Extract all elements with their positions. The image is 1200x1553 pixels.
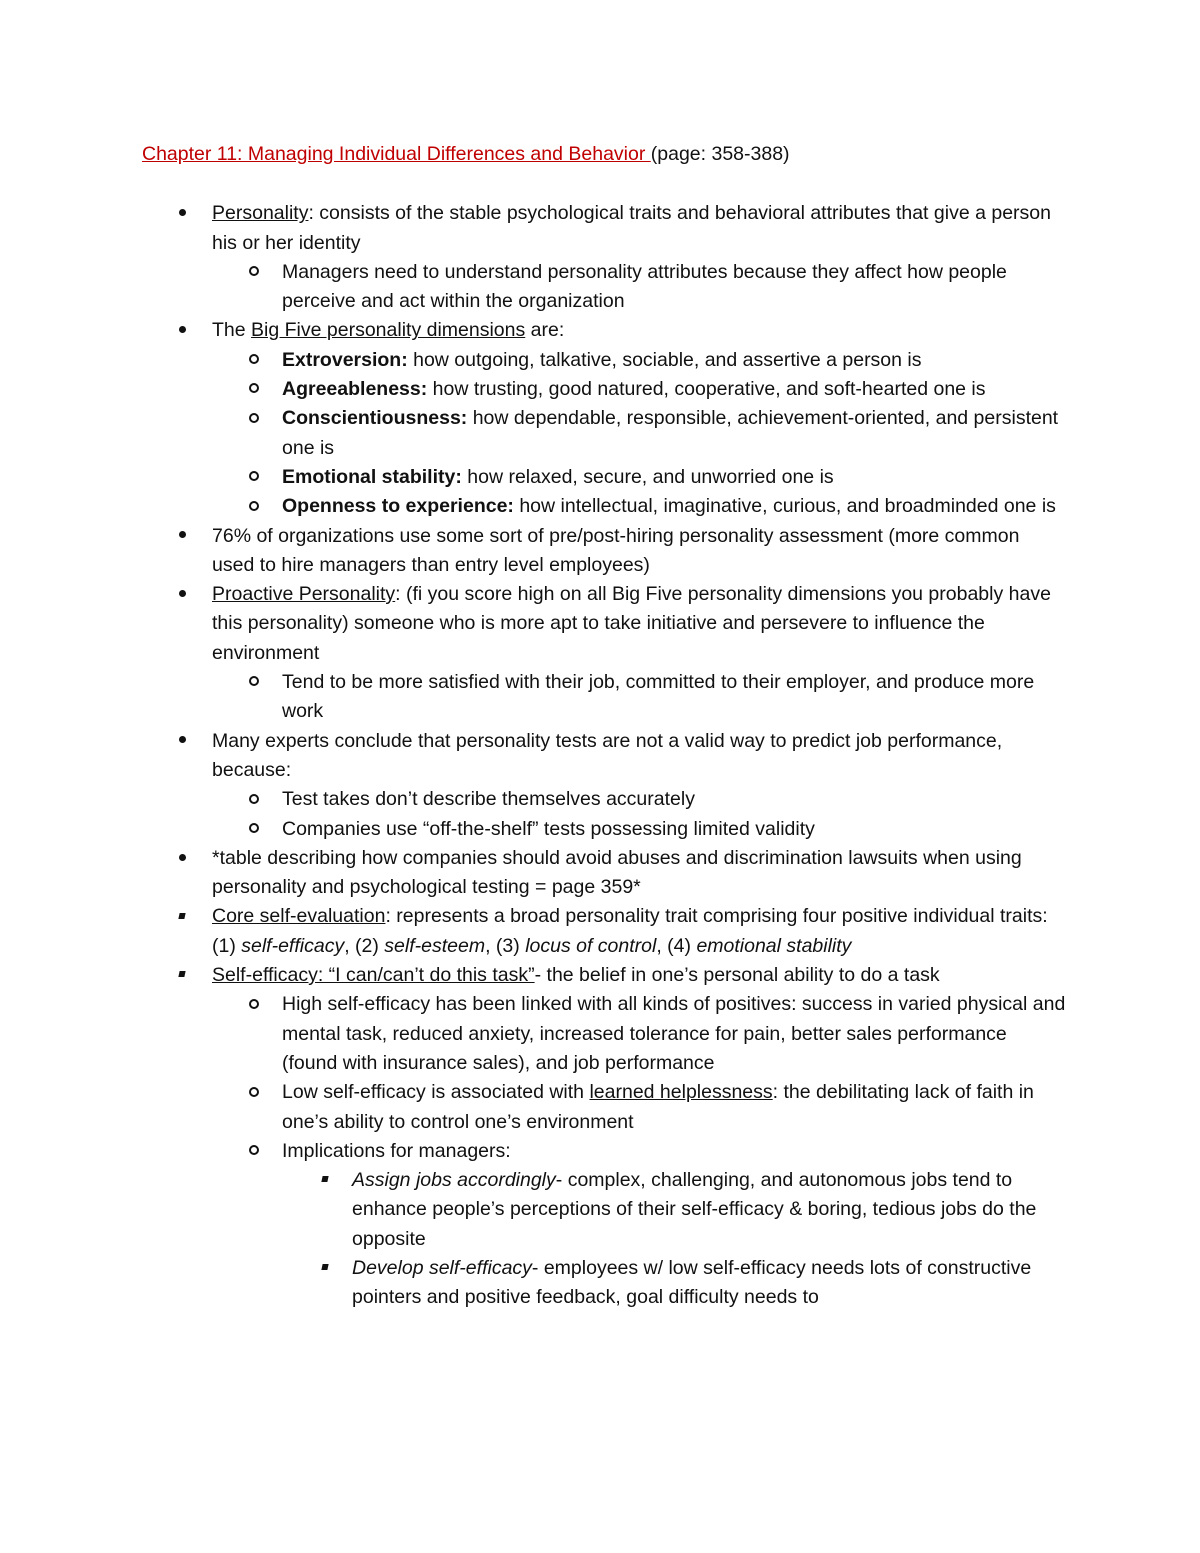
chapter-title: Chapter 11: Managing Individual Differences and Behavior [142, 143, 651, 165]
dimension-term: Agreeableness: [282, 378, 428, 401]
bullet-dot-icon [172, 522, 192, 551]
list-item [142, 580, 1067, 726]
dimension-term: Conscientiousness: [282, 407, 468, 430]
bullet-square-icon [315, 1254, 335, 1283]
dimension-text: how trusting, good natured, cooperative, and soft-hearted one is [427, 378, 986, 401]
dimension-term: Openness to experience: [282, 495, 514, 518]
item-text: 76% of organizations use some sort of pre/post-hiring personality assessment (more common used to hire managers than entry level employees) [212, 524, 1020, 576]
list-item [142, 961, 1067, 1313]
list-item [142, 902, 1067, 961]
implication-term: Assign jobs accordingly [352, 1169, 556, 1192]
sub-list-item [212, 815, 1067, 844]
sub-item-text: Tend to be more satisfied with their job, committed to their employer, and produce more work [282, 671, 1035, 723]
dimension-term: Emotional stability: [282, 465, 462, 488]
sub-sub-list-item [282, 1166, 1067, 1254]
trait-locus-of-control: locus of control [525, 934, 657, 957]
list-item [142, 316, 1067, 521]
page-range: (page: 358-388) [650, 143, 790, 165]
sub-list [212, 990, 1067, 1312]
bullet-ring-icon [244, 668, 264, 697]
definition: : (fi you score high on all Big Five personality dimensions you probably have this personality) someone who is more apt to take initiative and persevere to influence the environment [212, 583, 1051, 664]
implication-term: Develop self-efficacy [352, 1256, 532, 1279]
sub-list [212, 668, 1067, 727]
bullet-ring-icon [244, 404, 264, 433]
sub-list-item [212, 375, 1067, 404]
term-learned-helplessness: learned helplessness [589, 1081, 773, 1104]
bullet-square-icon [315, 1166, 335, 1195]
sub-item-text: Implications for managers: [282, 1139, 511, 1162]
sub-list [212, 346, 1067, 522]
dimension-text: how intellectual, imaginative, curious, and broadminded one is [513, 495, 1056, 518]
sub-list-item [212, 668, 1067, 727]
bullet-ring-icon [244, 258, 264, 287]
sub-item-text: : the debilitating lack of faith in one’s ability to control one’s environment [282, 1081, 1034, 1133]
list-item [142, 727, 1067, 844]
dimension-text: how dependable, responsible, achievement-oriented, and persistent one is [282, 407, 1059, 459]
bullet-ring-icon [244, 463, 264, 492]
separator: , (2) [344, 934, 385, 957]
bullet-dot-icon [172, 844, 192, 873]
bullet-ring-icon [244, 1078, 264, 1107]
list-item [142, 844, 1067, 903]
term: Big Five personality dimensions [251, 319, 526, 342]
bullet-ring-icon [244, 375, 264, 404]
bullet-square-icon [172, 961, 192, 990]
sub-item-text: Test takes don’t describe themselves accurately [282, 788, 695, 811]
sub-item-text: Managers need to understand personality attributes because they affect how people perceive and act within the organization [282, 260, 1007, 313]
definition: - the belief in one’s personal ability to do a task [534, 964, 940, 987]
dimension-term: Extroversion: [282, 348, 408, 371]
separator: , (3) [485, 934, 526, 957]
bullet-ring-icon [244, 785, 264, 814]
definition: : consists of the stable psychological traits and behavioral attributes that give a person his or her identity [212, 202, 1051, 254]
trait-emotional-stability: emotional stability [696, 934, 852, 957]
definition: : represents a broad personality trait comprising four positive individual traits: (1) [212, 905, 1048, 957]
sub-sub-list-item [282, 1254, 1067, 1313]
document-content [142, 140, 1067, 1313]
list-item [142, 522, 1067, 581]
item-text: Many experts conclude that personality tests are not a valid way to predict job performance, because: [212, 729, 1003, 781]
bullet-dot-icon [172, 199, 192, 228]
sub-item-text: High self-efficacy has been linked with all kinds of positives: success in varied physical and mental task, reduced anxiety, increased tolerance for pain, better sales performance (found with insurance sales), and job performance [282, 993, 1066, 1074]
prefix: The [212, 319, 252, 342]
bullet-ring-icon [244, 815, 264, 844]
notes-list [142, 199, 1067, 1312]
bullet-ring-icon [244, 990, 264, 1019]
dimension-text: how outgoing, talkative, sociable, and assertive a person is [407, 348, 922, 371]
term: Proactive Personality [212, 583, 396, 606]
sub-list-item [212, 1137, 1067, 1313]
definition: are: [525, 319, 565, 342]
sub-list-item [212, 492, 1067, 521]
sub-list-item [212, 258, 1067, 317]
trait-self-esteem: self-esteem [384, 934, 486, 957]
sub-item-prefix: Low self-efficacy is associated with [282, 1081, 590, 1104]
bullet-dot-icon [172, 580, 192, 609]
bullet-square-icon [172, 902, 192, 931]
sub-sub-list [282, 1166, 1067, 1312]
term: Core self-evaluation [212, 905, 386, 928]
list-item [142, 199, 1067, 316]
item-text: *table describing how companies should avoid abuses and discrimination lawsuits when using personality and psychological testing = page 359* [212, 846, 1022, 899]
sub-list-item [212, 404, 1067, 463]
separator: , (4) [656, 934, 697, 957]
sub-list [212, 785, 1067, 844]
implication-text: - complex, challenging, and autonomous jobs tend to enhance people’s perceptions of their self-efficacy & boring, tedious jobs do the opposite [352, 1169, 1037, 1250]
bullet-ring-icon [244, 346, 264, 375]
term: Self-efficacy: “I can/can’t do this task” [212, 964, 535, 987]
chapter-heading [142, 140, 1067, 169]
sub-list-item [212, 1078, 1067, 1137]
sub-list [212, 258, 1067, 317]
sub-item-text: Companies use “off-the-shelf” tests possessing limited validity [282, 817, 815, 840]
bullet-dot-icon [172, 727, 192, 756]
dimension-text: how relaxed, secure, and unworried one is [461, 465, 834, 488]
sub-list-item [212, 990, 1067, 1078]
term: Personality [212, 202, 309, 225]
bullet-dot-icon [172, 316, 192, 345]
sub-list-item [212, 785, 1067, 814]
trait-self-efficacy: self-efficacy [241, 934, 345, 957]
bullet-ring-icon [244, 1137, 264, 1166]
sub-list-item [212, 463, 1067, 492]
implication-text: - employees w/ low self-efficacy needs lots of constructive pointers and positive feedback, goal difficulty needs to [352, 1256, 1032, 1309]
sub-list-item [212, 346, 1067, 375]
bullet-ring-icon [244, 492, 264, 521]
